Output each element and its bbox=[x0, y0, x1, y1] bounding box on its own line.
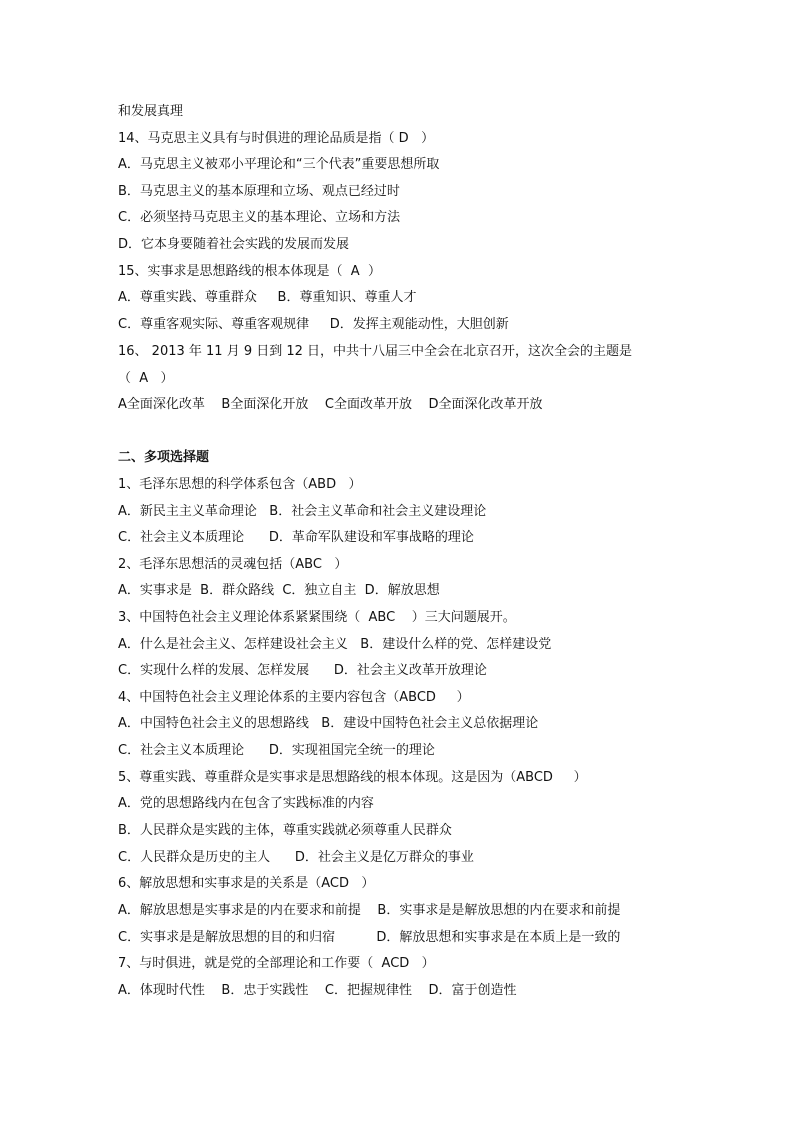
option-line: A．马克思主义被邓小平理论和“三个代表”重要思想所取 bbox=[118, 157, 440, 172]
option-line: A．体现时代性 B．忠于实践性 C．把握规律性 D．富于创造性 bbox=[118, 983, 517, 998]
question-15: 15、实事求是思想路线的根本体现是（ A ） bbox=[118, 264, 381, 279]
option-line: C．必须坚持马克思主义的基本理论、立场和方法 bbox=[118, 210, 401, 225]
option-line: D．它本身要随着社会实践的发展而发展 bbox=[118, 237, 350, 252]
option-line: C．人民群众是历史的主人 D．社会主义是亿万群众的事业 bbox=[118, 850, 474, 865]
section-heading: 二、多项选择题 bbox=[118, 450, 210, 465]
question-16: 16、 2013 年 11 月 9 日到 12 日，中共十八届三中全会在北京召开，这次全会的主题是 bbox=[118, 344, 633, 359]
option-line: A．尊重实践、尊重群众 B．尊重知识、尊重人才 bbox=[118, 290, 417, 305]
option-line: A．党的思想路线内在包含了实践标准的内容 bbox=[118, 796, 374, 811]
question-m6: 6、解放思想和实事求是的关系是（ACD ） bbox=[118, 876, 375, 891]
question-m2: 2、毛泽东思想活的灵魂包括（ABC ） bbox=[118, 557, 348, 572]
question-m1: 1、毛泽东思想的科学体系包含（ABD ） bbox=[118, 477, 362, 492]
question-16-answer: （ A ） bbox=[118, 371, 174, 386]
option-line: C．实现什么样的发展、怎样发展 D．社会主义改革开放理论 bbox=[118, 663, 487, 678]
option-line: B．人民群众是实践的主体，尊重实践就必须尊重人民群众 bbox=[118, 823, 452, 838]
question-m3: 3、中国特色社会主义理论体系紧紧围绕（ ABC ）三大问题展开。 bbox=[118, 610, 516, 625]
question-m7: 7、与时俱进，就是党的全部理论和工作要（ ACD ） bbox=[118, 956, 435, 971]
option-line: A．解放思想是实事求是的内在要求和前提 B．实事求是是解放思想的内在要求和前提 bbox=[118, 903, 621, 918]
option-line: A．中国特色社会主义的思想路线 B．建设中国特色社会主义总依据理论 bbox=[118, 716, 539, 731]
option-line: C．社会主义本质理论 D．实现祖国完全统一的理论 bbox=[118, 743, 435, 758]
option-line: A全面深化改革 B全面深化开放 C全面改革开放 D全面深化改革开放 bbox=[118, 397, 543, 412]
option-line: C．社会主义本质理论 D．革命军队建设和军事战略的理论 bbox=[118, 530, 474, 545]
option-line: C．实事求是是解放思想的目的和归宿 D．解放思想和实事求是在本质上是一致的 bbox=[118, 930, 621, 945]
question-m4: 4、中国特色社会主义理论体系的主要内容包含（ABCD ） bbox=[118, 690, 470, 705]
text-line: 和发展真理 bbox=[118, 104, 184, 119]
option-line: B．马克思主义的基本原理和立场、观点已经过时 bbox=[118, 184, 400, 199]
question-m5: 5、尊重实践、尊重群众是实事求是思想路线的根本体现。这是因为（ABCD ） bbox=[118, 770, 587, 785]
question-14: 14、马克思主义具有与时俱进的理论品质是指（ D ） bbox=[118, 131, 435, 146]
option-line: A．实事求是 B．群众路线 C．独立自主 D．解放思想 bbox=[118, 583, 440, 598]
option-line: C．尊重客观实际、尊重客观规律 D．发挥主观能动性，大胆创新 bbox=[118, 317, 509, 332]
option-line: A．新民主主义革命理论 B．社会主义革命和社会主义建设理论 bbox=[118, 504, 487, 519]
option-line: A．什么是社会主义、怎样建设社会主义 B．建设什么样的党、怎样建设党 bbox=[118, 637, 552, 652]
